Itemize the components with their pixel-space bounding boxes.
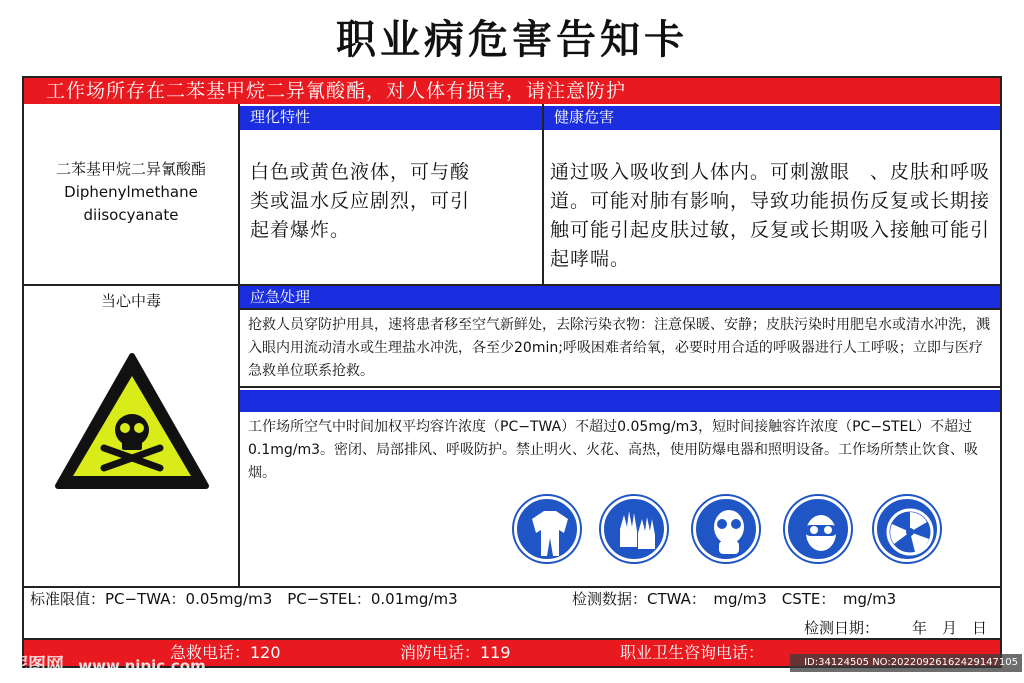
emergency-header: 应急处理 [240, 286, 1000, 308]
warning-sign-label: 当心中毒 [100, 292, 161, 310]
protection-text: 工作场所空气中时间加权平均容许浓度（PC−TWA）不超过0.05mg/m3，短时间接触容许浓度（PC−STEL）不超过0.1mg/m3。密闭、局部排风、呼吸防护。禁止明火、火花、高热，使用防爆电器和照明设备。工作场所禁止饮食、吸烟。 [248, 419, 979, 481]
watermark-site: www.nipic.com [78, 657, 206, 675]
detection-date-units: 年 月 日 [912, 619, 988, 637]
substance-name-en: diisocyanate [83, 206, 179, 224]
card-title: 职业病危害告知卡 [336, 17, 688, 63]
watermark-logo-text: 昵图网 [10, 655, 64, 676]
safety-goggles-icon [785, 496, 851, 562]
standard-limits: 标准限值：PC−TWA：0.05mg/m3 PC−STEL：0.01mg/m3 [30, 590, 458, 608]
watermark-id: ID:34124505 NO:20220926162429147105 [790, 654, 1022, 672]
divider [240, 386, 1000, 388]
physchem-text: 白色或黄色液体，可与酸类或温水反应剧烈，可引起着爆炸。 [250, 161, 471, 241]
detection-data: 检测数据：CTWA： mg/m3 CSTE： mg/m3 [572, 590, 897, 608]
first-aid-phone: 急救电话：120 [170, 643, 281, 662]
gas-mask-icon [693, 496, 759, 562]
emergency-text: 抢救人员穿防护用具，速将患者移至空气新鲜处，去除污染衣物：注意保暖、安静；皮肤污染时用肥皂水或清水冲洗，溅入眼内用流动清水或生理盐水冲洗，各至少20min;呼吸困难者给氧，必要时用合适的呼吸器进行人工呼吸；立即与医疗急救单位联系抢救。 [248, 317, 990, 379]
watermark-logo [10, 651, 206, 677]
protection-header [240, 390, 1000, 412]
health-text: 通过吸入吸收到人体内。可刺激眼 、皮肤和呼吸道。可能对肺有影响，导致功能损伤反复或长期接触可能引起皮肤过敏，反复或长期吸入接触可能引起哮喘。 [550, 161, 991, 270]
substance-name-cn: 二苯基甲烷二异氰酸酯 [55, 160, 206, 178]
substance-name-en: Diphenylmethane [64, 183, 198, 201]
divider [238, 104, 240, 586]
substance-name [24, 158, 238, 227]
warning-banner [24, 78, 1000, 104]
poison-warning-icon [54, 352, 210, 492]
ventilation-fan-icon [874, 496, 940, 562]
protective-suit-icon [514, 496, 580, 562]
detection-date-label: 检测日期： [804, 619, 880, 637]
health-header: 健康危害 [544, 106, 1000, 130]
physchem-header: 理化特性 [240, 106, 542, 130]
fire-phone: 消防电话：119 [400, 643, 511, 662]
divider [542, 104, 544, 284]
divider [24, 586, 1000, 588]
divider [240, 308, 1000, 310]
warning-banner-text: 工作场所存在二苯基甲烷二异氰酸酯，对人体有损害，请注意防护 [46, 80, 627, 102]
protective-gloves-icon [601, 496, 667, 562]
consult-phone: 职业卫生咨询电话： [620, 643, 765, 662]
